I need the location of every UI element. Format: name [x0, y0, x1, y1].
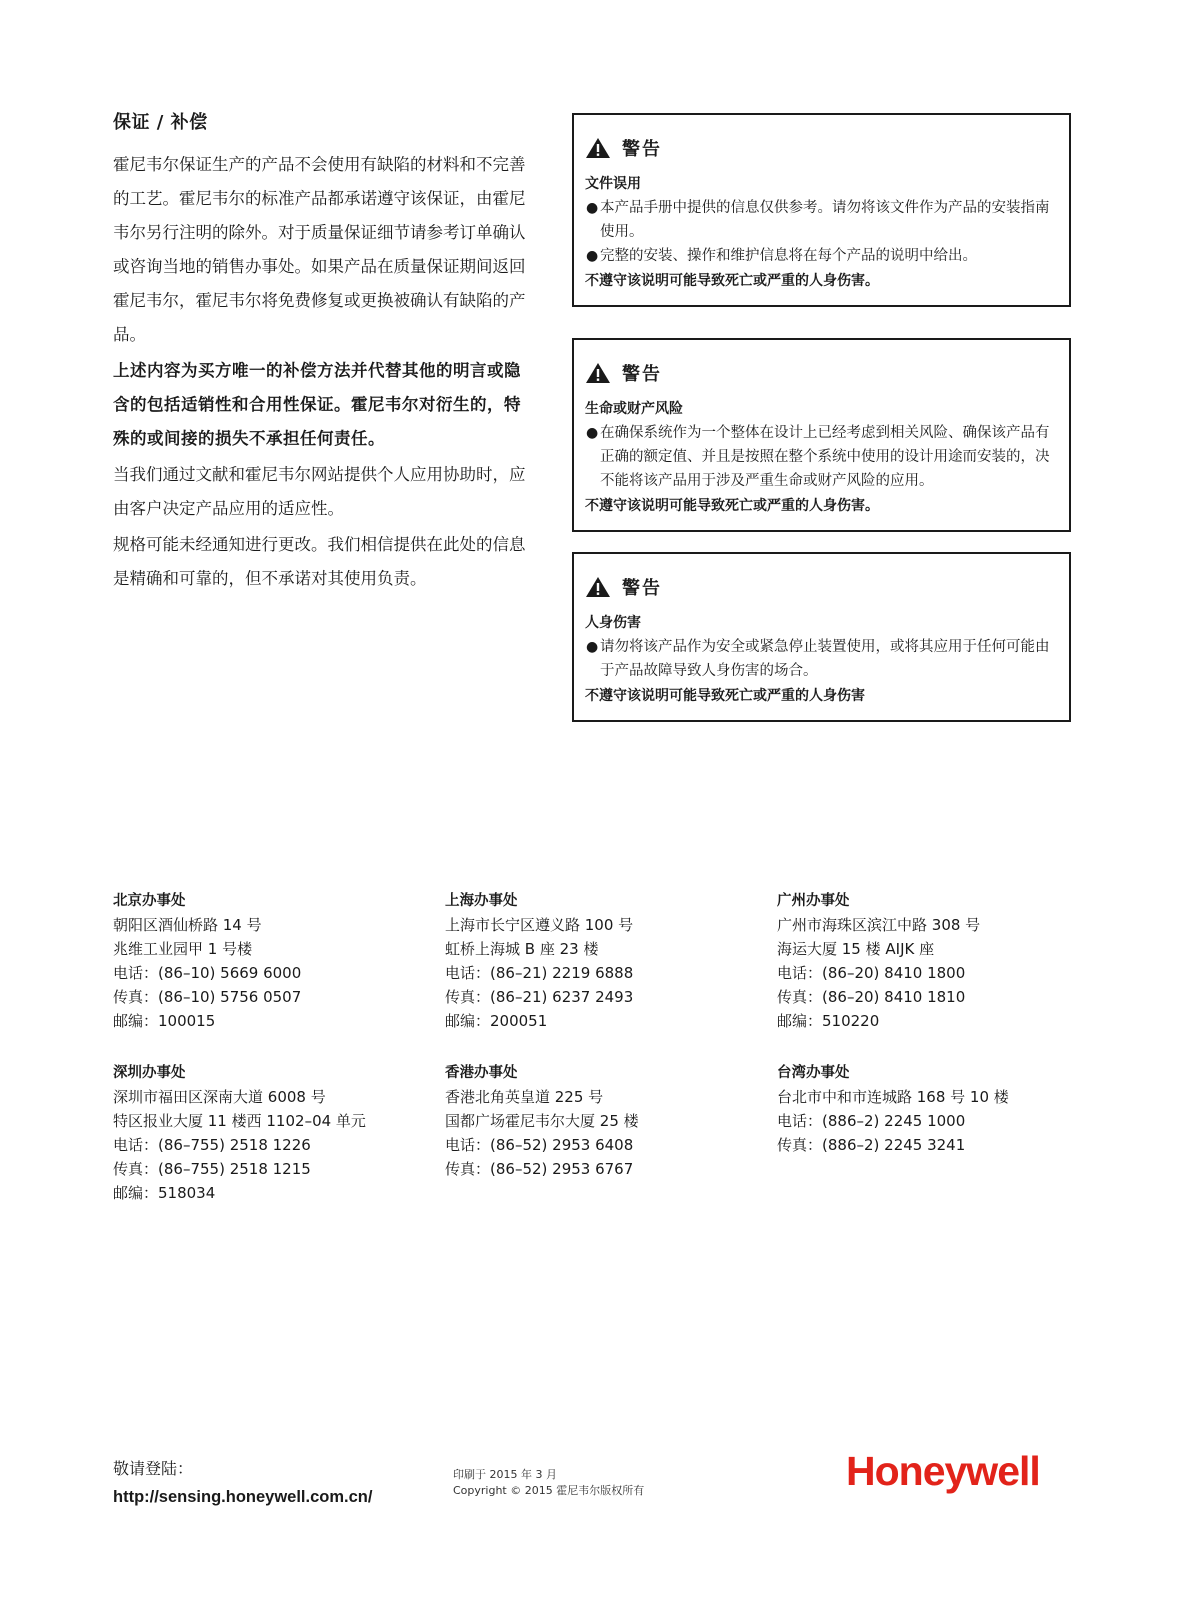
office-postcode: 邮编：518034 — [113, 1184, 216, 1202]
warning-title: 警告 — [622, 364, 662, 385]
list-item: ● 完整的安装、操作和维护信息将在每个产品的说明中给出。 — [585, 244, 1058, 268]
office-line: 台北市中和市连城路 168 号 10 楼 — [777, 1088, 1009, 1106]
warning-box-life-property-risk — [572, 338, 1071, 532]
office-line: 国都广场霍尼韦尔大厦 25 楼 — [445, 1112, 639, 1130]
warning-box-document-misuse — [572, 113, 1071, 307]
warning-footer: 不遵守该说明可能导致死亡或严重的人身伤害。 — [585, 498, 879, 514]
office-taiwan — [777, 1061, 1097, 1157]
office-line: 上海市长宁区遵义路 100 号 — [445, 916, 634, 934]
warning-footer: 不遵守该说明可能导致死亡或严重的人身伤害 — [585, 688, 865, 704]
warranty-title: 保证 / 补偿 — [113, 112, 208, 133]
office-name: 北京办事处 — [113, 893, 186, 909]
warranty-paragraph-1: 霍尼韦尔保证生产的产品不会使用有缺陷的材料和不完善的工艺。霍尼韦尔的标准产品都承诺遵守该保证，由霍尼韦尔另行注明的除外。对于质量保证细节请参考订单确认或咨询当地的销售办事处。如果产品在质量保证期间返回霍尼韦尔，霍尼韦尔将免费修复或更换被确认有缺陷的产品。 — [113, 155, 526, 344]
office-phone: 电话：(886–2) 2245 1000 — [777, 1112, 966, 1130]
warning-subtitle: 人身伤害 — [585, 615, 641, 631]
office-phone: 电话：(86–52) 2953 6408 — [445, 1136, 634, 1154]
warning-header — [585, 135, 1058, 161]
list-item: ● 本产品手册中提供的信息仅供参考。请勿将该文件作为产品的安装指南使用。 — [585, 196, 1058, 244]
office-phone: 电话：(86–21) 2219 6888 — [445, 964, 634, 982]
warranty-section — [113, 108, 533, 598]
office-postcode: 邮编：200051 — [445, 1012, 548, 1030]
office-line: 虹桥上海城 B 座 23 楼 — [445, 940, 599, 958]
bullet-icon: ● — [586, 200, 599, 216]
warning-subtitle: 文件误用 — [585, 176, 641, 192]
warranty-paragraph-4: 规格可能未经通知进行更改。我们相信提供在此处的信息是精确和可靠的，但不承诺对其使用负责。 — [113, 535, 526, 588]
warning-footer: 不遵守该说明可能导致死亡或严重的人身伤害。 — [585, 273, 879, 289]
office-shenzhen — [113, 1061, 433, 1205]
warning-list — [585, 635, 1058, 683]
warning-list — [585, 421, 1058, 493]
office-line: 广州市海珠区滨江中路 308 号 — [777, 916, 981, 934]
warning-triangle-icon — [585, 137, 611, 159]
office-shanghai — [445, 889, 765, 1033]
honeywell-logo: Honeywell — [846, 1448, 1040, 1494]
warning-subtitle: 生命或财产风险 — [585, 401, 683, 417]
office-line: 朝阳区酒仙桥路 14 号 — [113, 916, 262, 934]
office-hongkong — [445, 1061, 765, 1181]
office-name: 广州办事处 — [777, 893, 850, 909]
office-name: 上海办事处 — [445, 893, 518, 909]
office-beijing — [113, 889, 433, 1033]
office-fax: 传真：(886–2) 2245 3241 — [777, 1136, 966, 1154]
office-name: 深圳办事处 — [113, 1065, 186, 1081]
bullet-icon: ● — [586, 425, 599, 441]
footer-contact — [113, 1455, 372, 1511]
office-line: 深圳市福田区深南大道 6008 号 — [113, 1088, 326, 1106]
visit-label: 敬请登陆： — [113, 1459, 194, 1478]
warning-header — [585, 574, 1058, 600]
copyright: Copyright © 2015 霍尼韦尔版权所有 — [453, 1484, 645, 1497]
warning-box-personal-injury — [572, 552, 1071, 722]
office-postcode: 邮编：100015 — [113, 1012, 216, 1030]
warranty-paragraph-2: 上述内容为买方唯一的补偿方法并代替其他的明言或隐含的包括适销性和合用性保证。霍尼韦尔对衍生的，特殊的或间接的损失不承担任何责任。 — [113, 361, 521, 448]
office-phone: 电话：(86–755) 2518 1226 — [113, 1136, 311, 1154]
office-name: 香港办事处 — [445, 1065, 518, 1081]
list-item: ● 在确保系统作为一个整体在设计上已经考虑到相关风险、确保该产品有正确的额定值、并且是按照在整个系统中使用的设计用途而安装的，决不能将该产品用于涉及严重生命或财产风险的应用。 — [585, 421, 1058, 493]
warning-title: 警告 — [622, 578, 662, 599]
warning-list — [585, 196, 1058, 268]
office-line: 兆维工业园甲 1 号楼 — [113, 940, 253, 958]
bullet-icon: ● — [586, 639, 599, 655]
office-line: 海运大厦 15 楼 AIJK 座 — [777, 940, 935, 958]
warranty-paragraph-3: 当我们通过文献和霍尼韦尔网站提供个人应用协助时，应由客户决定产品应用的适应性。 — [113, 465, 526, 518]
warning-title: 警告 — [622, 139, 662, 160]
footer-print-info — [453, 1467, 644, 1499]
warning-triangle-icon — [585, 576, 611, 598]
office-fax: 传真：(86–21) 6237 2493 — [445, 988, 634, 1006]
warning-header — [585, 360, 1058, 386]
office-fax: 传真：(86–755) 2518 1215 — [113, 1160, 311, 1178]
list-item: ● 请勿将该产品作为安全或紧急停止装置使用，或将其应用于任何可能由于产品故障导致人身伤害的场合。 — [585, 635, 1058, 683]
website-link[interactable]: http://sensing.honeywell.com.cn/ — [113, 1488, 373, 1506]
bullet-icon: ● — [586, 248, 599, 264]
office-phone: 电话：(86–10) 5669 6000 — [113, 964, 302, 982]
print-date: 印刷于 2015 年 3 月 — [453, 1468, 557, 1481]
office-line: 特区报业大厦 11 楼西 1102–04 单元 — [113, 1112, 366, 1130]
warning-triangle-icon — [585, 362, 611, 384]
office-fax: 传真：(86–20) 8410 1810 — [777, 988, 966, 1006]
office-name: 台湾办事处 — [777, 1065, 850, 1081]
office-fax: 传真：(86–52) 2953 6767 — [445, 1160, 634, 1178]
office-line: 香港北角英皇道 225 号 — [445, 1088, 604, 1106]
office-phone: 电话：(86–20) 8410 1800 — [777, 964, 966, 982]
office-fax: 传真：(86–10) 5756 0507 — [113, 988, 302, 1006]
office-guangzhou — [777, 889, 1097, 1033]
office-postcode: 邮编：510220 — [777, 1012, 880, 1030]
